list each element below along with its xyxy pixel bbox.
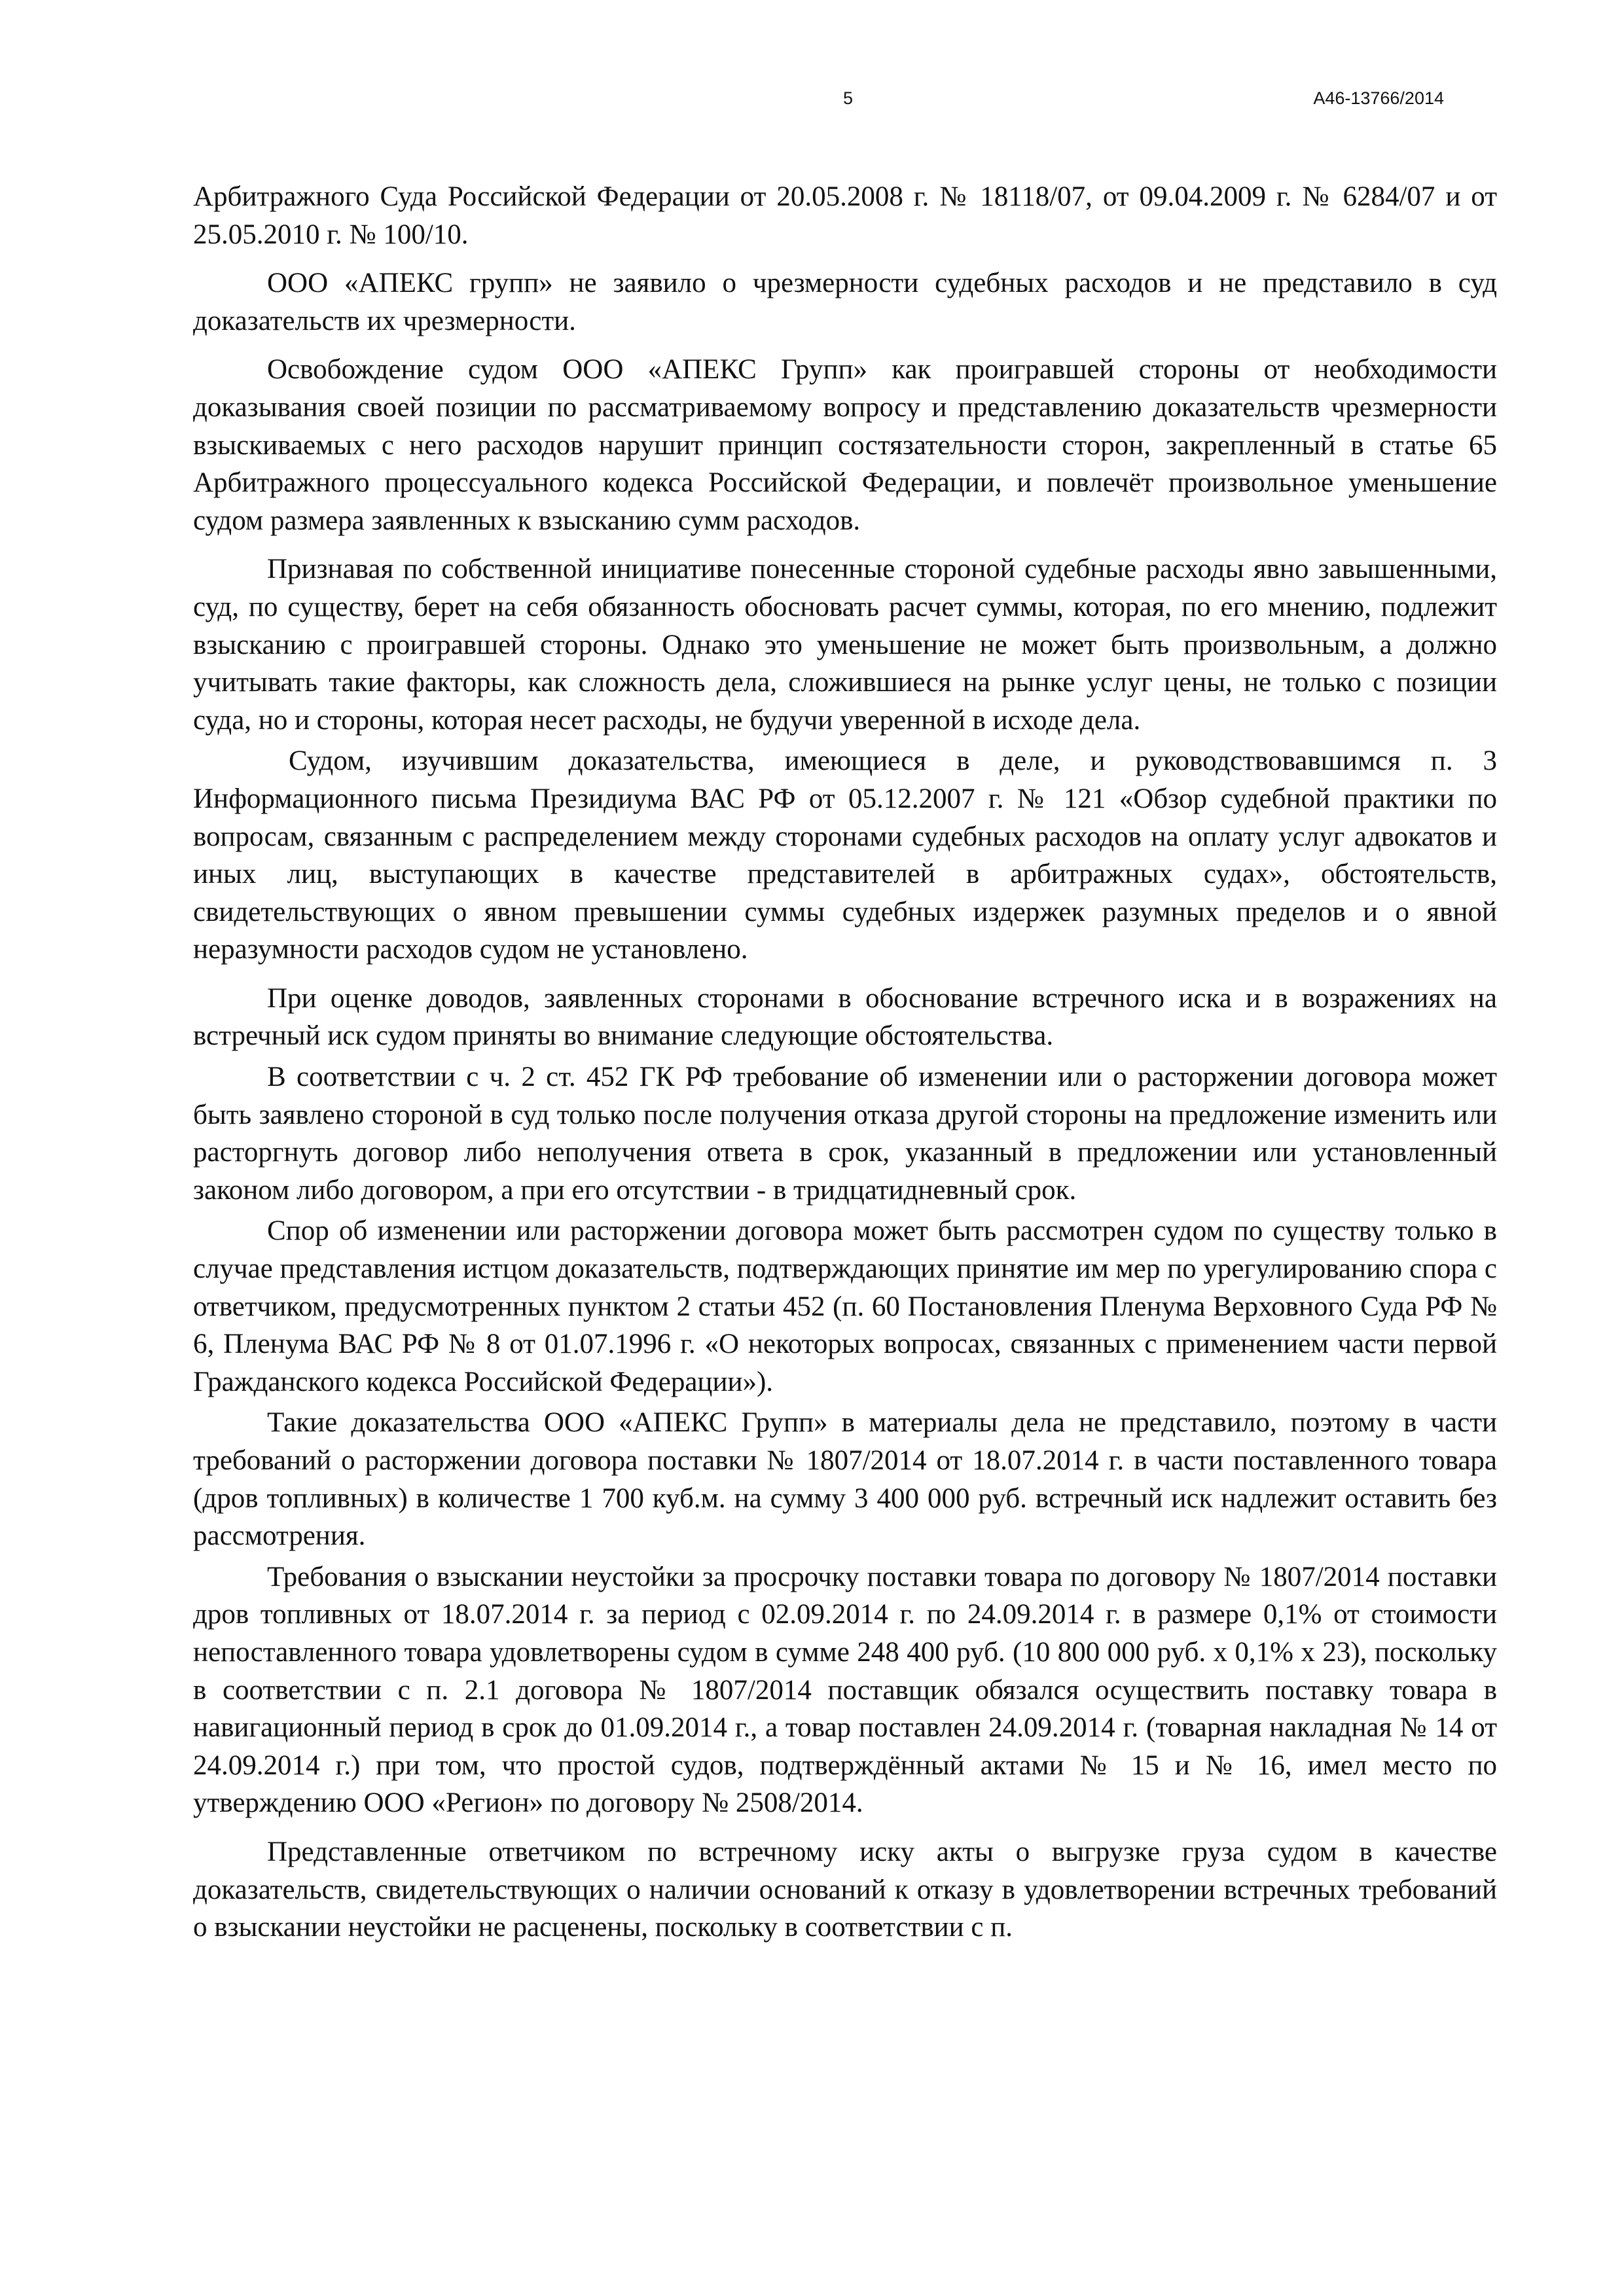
paragraph: Арбитражного Суда Российской Федерации от 20.05.2008 г. № 18118/07, от 09.04.2009 г. № 6284/07 и от 25.05.2010 г. № 100/10. [193,181,1497,250]
paragraph: Такие доказательства ООО «АПЕКС Групп» в материалы дела не представило, поэтому в части требований о расторжении договора поставки № 1807/2014 от 18.07.2014 г. в части поставленного товара (дров топливных) в количестве 1 700 куб.м. на сумму 3 400 000 руб. встречный иск надлежит оставить без рассмотрения. [193,1407,1497,1552]
paragraph: Судом, изучившим доказательства, имеющиеся в деле, и руководствовавшимся п. 3 Информационного письма Президиума ВАС РФ от 05.12.2007 г. № 121 «Обзор судебной практики по вопросам, связанным с распределением между сторонами судебных расходов на оплату услуг адвокатов и иных лиц, выступающих в качестве представителей в арбитражных судах», обстоятельств, свидетельствующих о явном превышении суммы судебных издержек разумных пределов и о явной неразумности расходов судом не установлено. [193,745,1497,965]
paragraph: Освобождение судом ООО «АПЕКС Групп» как проигравшей стороны от необходимости доказывания своей позиции по рассматриваемому вопросу и представлению доказательств чрезмерности взыскиваемых с него расходов нарушит принцип состязательности сторон, закрепленный в статье 65 Арбитражного процессуального кодекса Российской Федерации, и повлечёт произвольное уменьшение судом размера заявленных к взысканию сумм расходов. [193,354,1497,536]
case-number: А46-13766/2014 [1313,88,1444,108]
paragraph: ООО «АПЕКС групп» не заявило о чрезмерности судебных расходов и не представило в суд доказательств их чрезмерности. [193,268,1497,336]
paragraph: Требования о взыскании неустойки за просрочку поставки товара по договору № 1807/2014 поставки дров топливных от 18.07.2014 г. за период с 02.09.2014 г. по 24.09.2014 г. в размере 0,1% от стоимости непоставленного товара удовлетворены судом в сумме 248 400 руб. (10 800 000 руб. х 0,1% х 23), поскольку в соответствии с п. 2.1 договора № 1807/2014 поставщик обязался осуществить поставку товара в навигационный период в срок до 01.09.2014 г., а товар поставлен 24.09.2014 г. (товарная накладная № 14 от 24.09.2014 г.) при том, что простой судов, подтверждённый актами № 15 и № 16, имел место по утверждению ООО «Регион» по договору № 2508/2014. [193,1561,1497,1819]
page-header [0,88,1624,115]
paragraph: В соответствии с ч. 2 ст. 452 ГК РФ требование об изменении или о расторжении договора может быть заявлено стороной в суд только после получения отказа другой стороны на предложение изменить или расторгнуть договор либо неполучения ответа в срок, указанный в предложении или установленный законом либо договором, а при его отсутствии - в тридцатидневный срок. [193,1062,1497,1206]
paragraph: При оценке доводов, заявленных сторонами в обоснование встречного иска и в возражениях на встречный иск судом приняты во внимание следующие обстоятельства. [193,982,1497,1052]
page-number: 5 [843,88,854,108]
document-body [193,178,1497,1958]
paragraph: Признавая по собственной инициативе понесенные стороной судебные расходы явно завышенными, суд, по существу, берет на себя обязанность обосновать расчет суммы, которая, по его мнению, подлежит взысканию с проигравшей стороны. Однако это уменьшение не может быть произвольным, а должно учитывать такие факторы, как сложность дела, сложившиеся на рынке услуг цены, не только с позиции суда, но и стороны, которая несет расходы, не будучи уверенной в исходе дела. [193,554,1497,736]
paragraph: Представленные ответчиком по встречному иску акты о выгрузке груза судом в качестве доказательств, свидетельствующих о наличии оснований к отказу в удовлетворении встречных требований о взыскании неустойки не расценены, поскольку в соответствии с п. [193,1836,1497,1943]
paragraph: Спор об изменении или расторжении договора может быть рассмотрен судом по существу только в случае представления истцом доказательств, подтверждающих принятие им мер по урегулированию спора с ответчиком, предусмотренных пунктом 2 статьи 452 (п. 60 Постановления Пленума Верховного Суда РФ № 6, Пленума ВАС РФ № 8 от 01.07.1996 г. «О некоторых вопросах, связанных с применением части первой Гражданского кодекса Российской Федерации»). [193,1215,1497,1397]
